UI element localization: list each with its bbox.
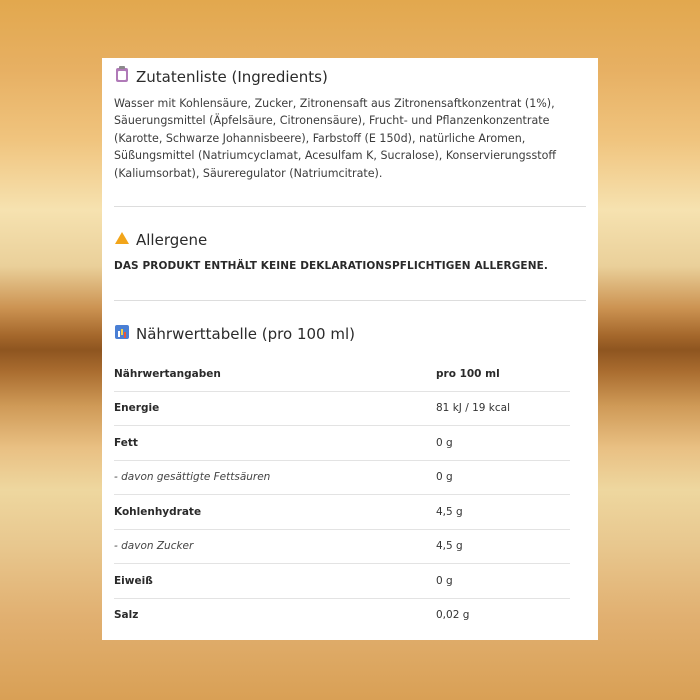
nutrient-value: 4,5 g xyxy=(436,495,570,530)
nutrient-label: Fett xyxy=(114,426,436,461)
nutrition-heading xyxy=(114,325,355,343)
nutrient-label: Salz xyxy=(114,609,139,622)
nutrition-table xyxy=(114,357,570,632)
ingredients-text: Wasser mit Kohlensäure, Zucker, Zitronensaft aus Zitronensaftkonzentrat (1%), Säuerungsmittel (Äpfelsäure, Citronensäure), Frucht- und Pflanzenkonzentrate (Karotte, Schwarze Johannisbeere), Farbstoff (E 150d), natürliche Aromen, Süßungsmittel (Natriumcyclamat, Acesulfam K, Sucralose), Konservierungsstoff (Kaliumsorbat), Säureregulator (Natriumcitrate). xyxy=(114,97,557,180)
table-row xyxy=(114,426,570,461)
bar-chart-icon xyxy=(114,325,130,343)
ingredients-title: Zutatenliste (Ingredients) xyxy=(136,68,328,86)
allergens-title: Allergene xyxy=(136,231,208,249)
column-header-per-100ml: pro 100 ml xyxy=(436,357,570,391)
section-divider xyxy=(114,300,586,301)
table-row xyxy=(114,529,570,564)
nutrient-label: Kohlenhydrate xyxy=(114,495,436,530)
nutrient-value: 0,02 g xyxy=(436,609,470,622)
nutrient-value: 4,5 g xyxy=(436,529,570,564)
nutrient-label: Energie xyxy=(114,391,436,426)
clipboard-icon xyxy=(114,68,130,86)
allergens-heading xyxy=(114,231,207,249)
table-row xyxy=(114,495,570,530)
table-row xyxy=(114,564,570,599)
table-header-row xyxy=(114,357,570,391)
table-row xyxy=(114,598,570,632)
table-row xyxy=(114,460,570,495)
product-info-card xyxy=(102,58,598,640)
section-divider xyxy=(114,206,586,207)
table-row xyxy=(114,391,570,426)
nutrient-value: 0 g xyxy=(436,564,570,599)
nutrient-value: 0 g xyxy=(436,426,570,461)
nutrient-label: Eiweiß xyxy=(114,564,436,599)
nutrient-value: 81 kJ / 19 kcal xyxy=(436,391,570,426)
allergens-text: DAS PRODUKT ENTHÄLT KEINE DEKLARATIONSPFLICHTIGEN ALLERGENE. xyxy=(114,260,548,272)
nutrient-value: 0 g xyxy=(436,460,570,495)
nutrient-label: - davon gesättigte Fettsäuren xyxy=(114,460,436,495)
column-header-nutrient: Nährwertangaben xyxy=(114,357,436,391)
warning-icon xyxy=(114,232,130,248)
ingredients-heading xyxy=(114,68,328,86)
nutrient-label: - davon Zucker xyxy=(114,529,436,564)
nutrition-title: Nährwerttabelle (pro 100 ml) xyxy=(136,325,355,343)
